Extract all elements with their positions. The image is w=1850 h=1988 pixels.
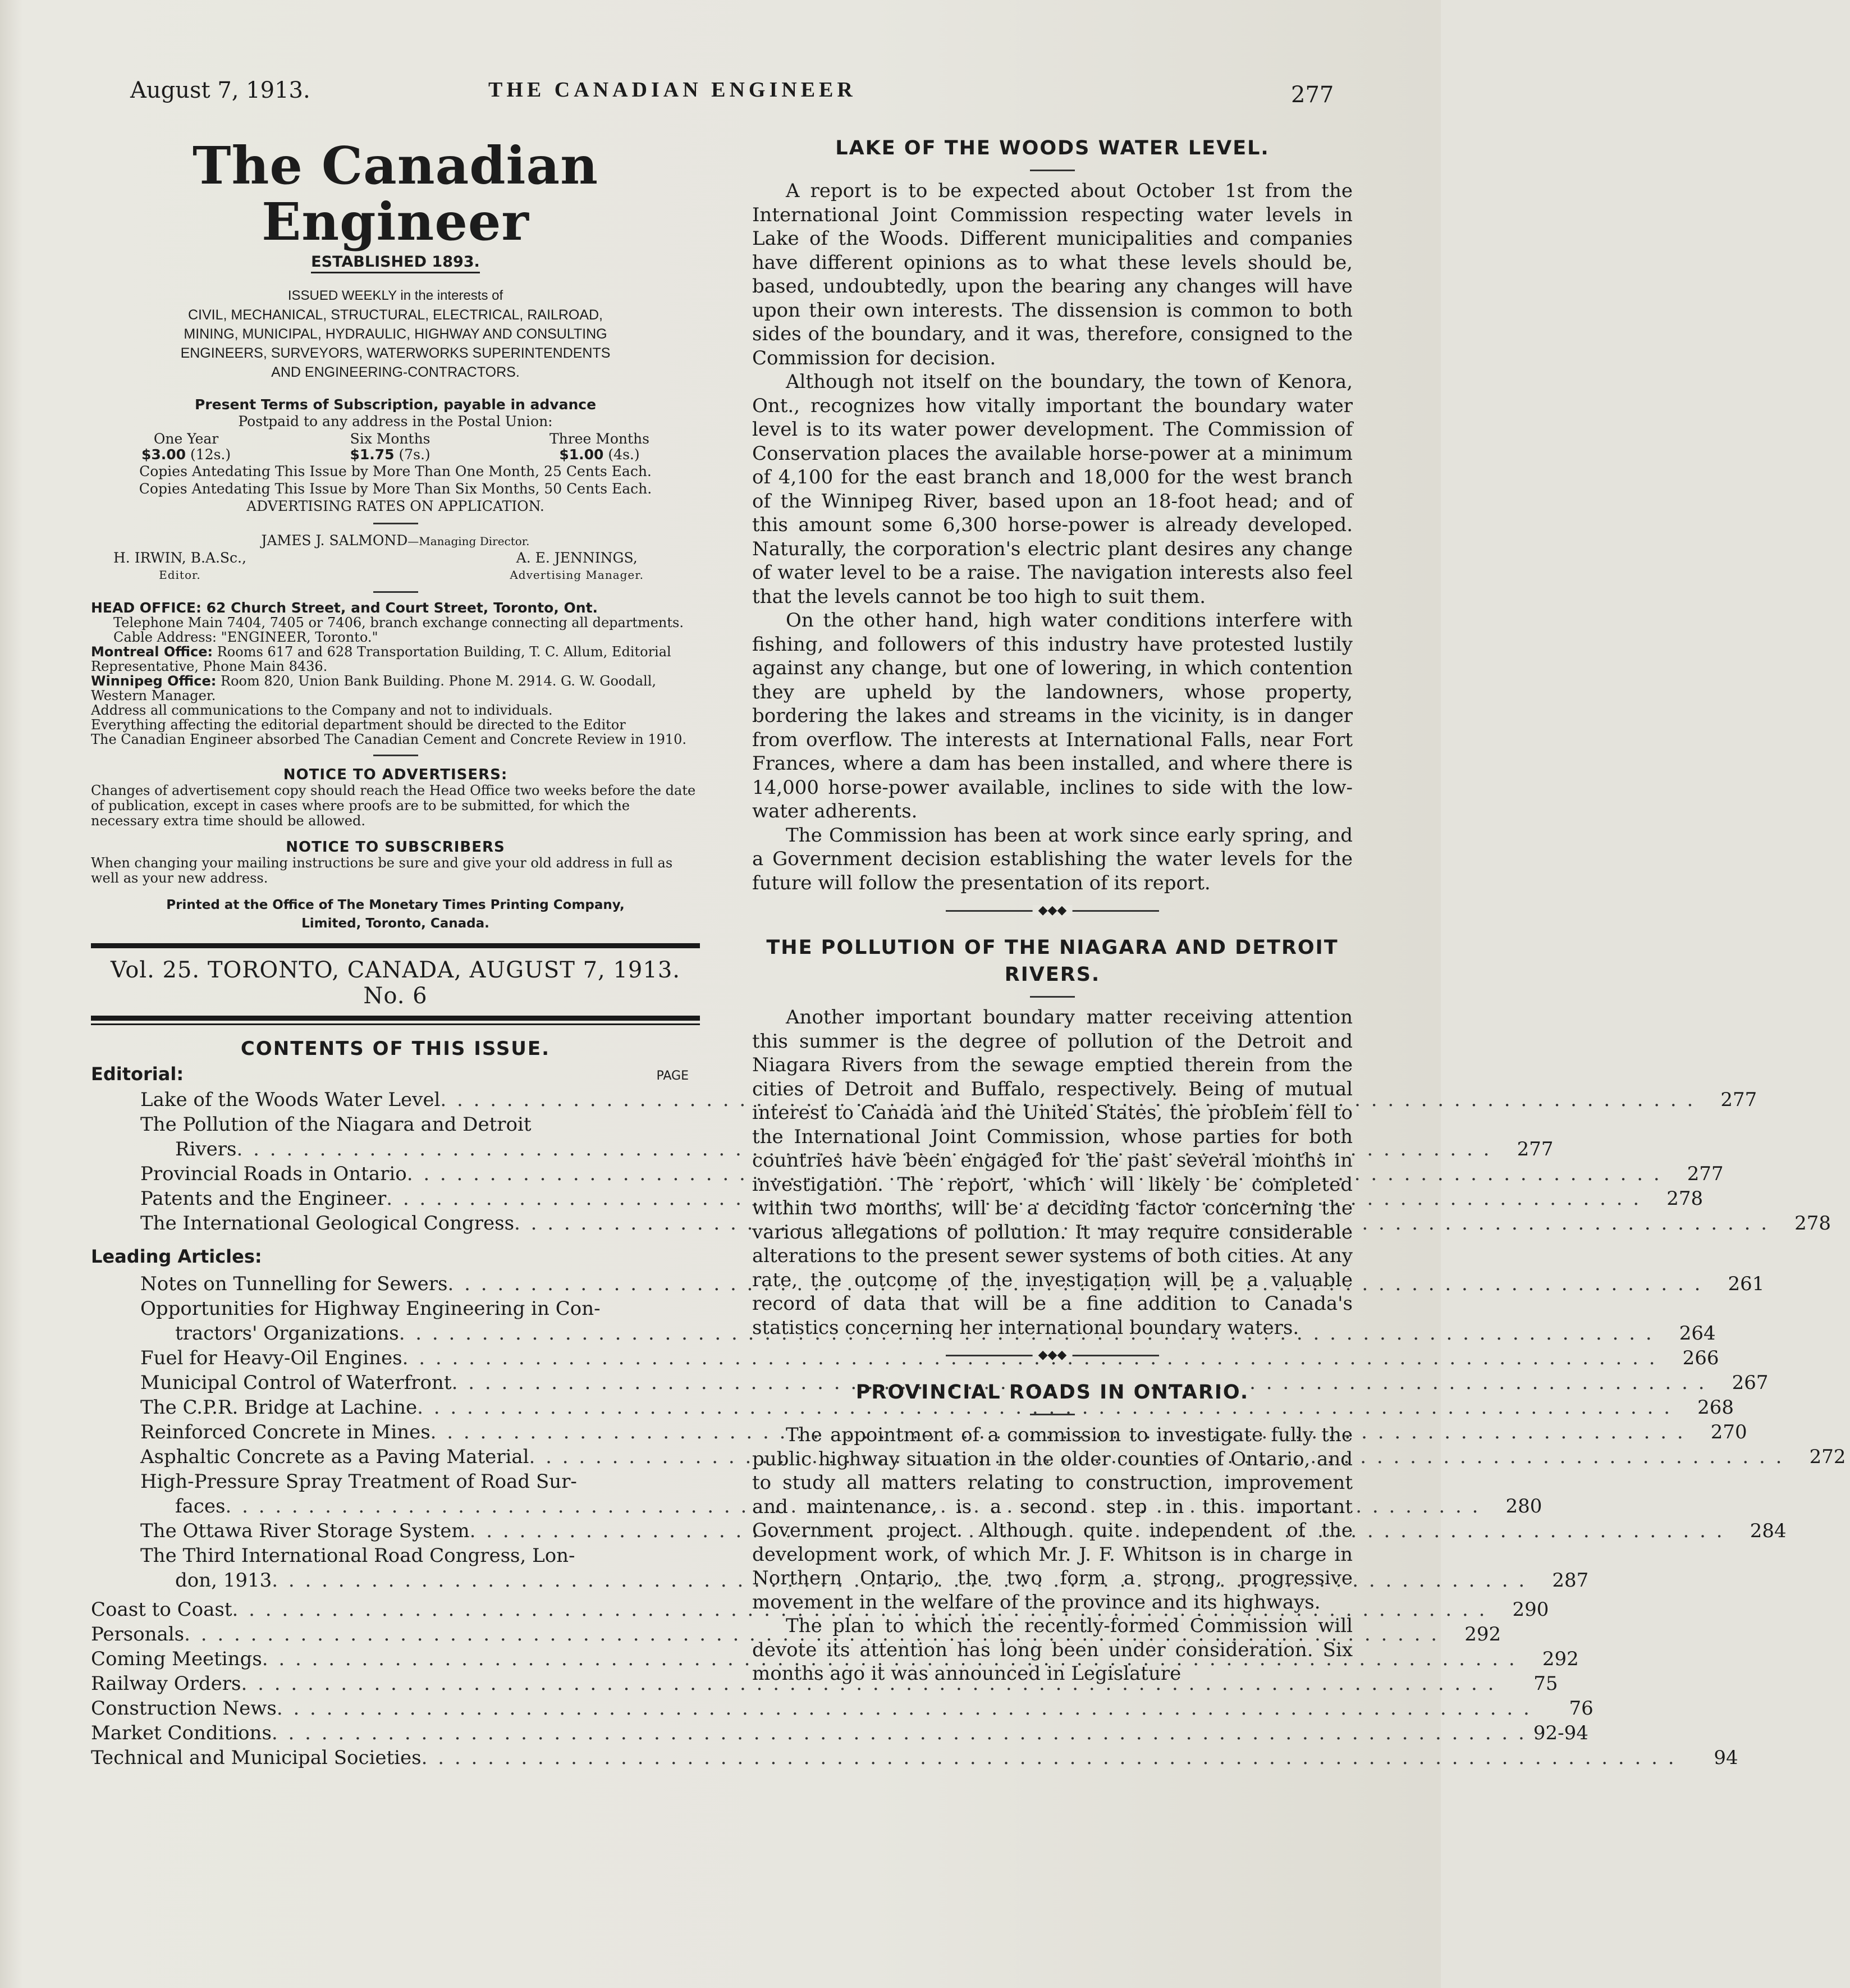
offices-block xyxy=(91,601,700,747)
terms-postpaid: Postpaid to any address in the Postal Union: xyxy=(238,413,553,429)
toc-title: Opportunities for Highway Engineering in Con- xyxy=(140,1297,601,1320)
price-table xyxy=(91,431,700,463)
divider xyxy=(1030,170,1075,171)
adv-manager-title: Advertising Manager. xyxy=(510,568,644,582)
page-column-label: PAGE xyxy=(656,1069,689,1083)
toc-title: The Ottawa River Storage System xyxy=(140,1520,470,1542)
ornament-divider xyxy=(946,905,1159,916)
head-office-text: Telephone Main 7404, 7405 or 7406, branch exchange connecting all departments. Cable Address: "ENGINEER, Toronto." xyxy=(113,615,684,645)
masthead-title: The Canadian Engineer xyxy=(192,135,599,252)
price-six-months xyxy=(350,431,430,463)
toc-entry xyxy=(91,1597,1549,1622)
price-amount: $1.00 xyxy=(559,446,604,463)
price-period: Three Months xyxy=(549,431,649,447)
notice-advertisers-body: Changes of advertisement copy should reach the Head Office two weeks before the date of publication, except in cases where proofs are to be submitted, for which the necessary extra time should be allowed. xyxy=(91,783,696,829)
header-journal: THE CANADIAN ENGINEER xyxy=(488,78,857,102)
toc-page: 284 xyxy=(1750,1520,1787,1542)
toc-title: Municipal Control of Waterfront xyxy=(140,1372,452,1394)
toc-title: Coming Meetings xyxy=(91,1648,262,1670)
divider xyxy=(373,523,418,524)
header-page-number: 277 xyxy=(1291,82,1334,108)
article-paragraph: Although not itself on the boundary, the town of Kenora, Ont., recognizes how vitally important the boundary water level is to its water power development. The Commission of Conservation places the available horse-power at a minimum of 4,100 for the east branch and 18,000 for the west branch of the Winnipeg River, based upon an 18-foot head; and of this amount some 6,300 horse-power is already developed. Naturally, the corporation's electric plant desires any change of water level to be a raise. The navigation interests also feel that the levels cannot be too high to suit them. xyxy=(752,371,1353,608)
article-title-provincial-roads: PROVINCIAL ROADS IN ONTARIO. xyxy=(855,1381,1249,1404)
ornament-divider xyxy=(946,1350,1159,1361)
notice-subscribers-title: NOTICE TO SUBSCRIBERS xyxy=(286,839,505,856)
article-paragraph: The plan to which the recently-formed Commission will devote its attention has long been under consideration. Six months ago it was announced in Legislature xyxy=(752,1615,1353,1685)
thin-rule xyxy=(91,1023,700,1025)
address-note: Address all communications to the Company and not to individuals. xyxy=(91,702,553,718)
director-name: JAMES J. SALMOND xyxy=(261,532,408,549)
toc-page: 278 xyxy=(1794,1212,1831,1235)
editor-title: Editor. xyxy=(159,568,201,582)
toc-page: 270 xyxy=(1710,1421,1747,1443)
header-date: August 7, 1913. xyxy=(130,77,310,103)
toc-title: Patents and the Engineer xyxy=(140,1187,387,1210)
toc-title: Construction News xyxy=(91,1697,277,1720)
toc-entry xyxy=(91,1469,700,1494)
toc-page: 264 xyxy=(1679,1322,1716,1345)
editor-name: H. IRWIN, B.A.Sc., xyxy=(113,550,246,566)
toc-entry xyxy=(91,1296,700,1321)
absorbed-note: The Canadian Engineer absorbed The Canadian Cement and Concrete Review in 1910. xyxy=(91,732,687,747)
toc-entry xyxy=(91,1445,1846,1469)
price-sterling: (7s.) xyxy=(399,446,431,463)
managing-director xyxy=(91,532,700,550)
issued-line: AND ENGINEERING-CONTRACTORS. xyxy=(271,364,520,380)
issued-line: MINING, MUNICIPAL, HYDRAULIC, HIGHWAY AND CONSULTING xyxy=(184,326,607,342)
article-paragraph: Another important boundary matter receiving attention this summer is the degree of pollution of the Detroit and Niagara Rivers from the sewage emptied therein from the cities of Detroit and Buffalo, respectively. Being of mutual interest to Canada and the United States, the problem fell to the International Joint Commission, whose parties for both countries have been engaged for the past several months in investigation. The report, which will likely be completed within two months, will be a deciding factor concerning the various allegations of pollution. It may require considerable alterations to the present sewer systems of both cities. At any rate, the outcome of the investigation will be a valuable record of data that will be a fine addition to Canada's statistics concerning her international boundary waters. xyxy=(752,1006,1353,1339)
toc-title: Coast to Coast xyxy=(91,1598,232,1621)
price-amount: $1.75 xyxy=(350,446,395,463)
toc-entry xyxy=(91,1494,1542,1519)
divider xyxy=(373,755,418,756)
antedating-one-month: Copies Antedating This Issue by More Than One Month, 25 Cents Each. xyxy=(139,463,652,479)
toc-page: 287 xyxy=(1552,1569,1589,1592)
printer-credit xyxy=(91,896,700,933)
toc-entry xyxy=(91,1186,1704,1211)
heavy-rule xyxy=(91,1016,700,1021)
volume-line: Vol. 25. TORONTO, CANADA, AUGUST 7, 1913. No. 6 xyxy=(110,957,680,1009)
toc-title: Technical and Municipal Societies xyxy=(91,1747,422,1769)
article-paragraph: The Commission has been at work since early spring, and a Government decision establishing the water levels for the future will follow the presentation of its report. xyxy=(752,824,1353,894)
toc-entry xyxy=(91,1272,1765,1296)
toc-page: 92-94 xyxy=(1533,1722,1588,1744)
toc-page: 278 xyxy=(1666,1187,1704,1210)
toc-entry xyxy=(91,1519,1787,1543)
toc-entry xyxy=(91,1745,1738,1770)
editorial-note: Everything affecting the editorial department should be directed to the Editor xyxy=(91,717,626,733)
price-sterling: (12s.) xyxy=(190,446,231,463)
toc-page: 290 xyxy=(1512,1598,1549,1621)
winnipeg-office-text: Room 820, Union Bank Building. Phone M. 2914. G. W. Goodall, Western Manager. xyxy=(91,673,656,703)
ornament-icon: ◆◆◆ xyxy=(1033,1350,1073,1361)
article-paragraph: On the other hand, high water conditions interfere with fishing, and followers of this industry have protested lustily against any change, but one of lowering, in which contention they are upheld by the landowners, whose property, bordering the lakes and streams in the vicinity, is in danger from overflow. The interests at International Falls, near Fort Frances, where a dam has been installed, and where there is 14,000 horse-power available, inclines to side with the low-water adherents. xyxy=(752,609,1353,822)
price-three-months xyxy=(549,431,649,463)
issued-block xyxy=(91,286,700,382)
toc-title: Fuel for Heavy-Oil Engines xyxy=(140,1347,402,1369)
toc-entry xyxy=(91,1721,1588,1745)
toc-entry xyxy=(91,1346,1719,1370)
toc-title: The Pollution of the Niagara and Detroit xyxy=(140,1113,532,1136)
toc-title: Asphaltic Concrete as a Paving Material xyxy=(140,1446,529,1468)
toc-page: 280 xyxy=(1505,1495,1542,1518)
price-amount: $3.00 xyxy=(141,446,186,463)
notice-subscribers-body: When changing your mailing instructions be sure and give your old address in full as well as your new address. xyxy=(91,855,673,886)
printer-line: Printed at the Office of The Monetary Times Printing Company, xyxy=(166,898,625,912)
toc-entry xyxy=(91,1568,1589,1593)
toc-page: 292 xyxy=(1464,1623,1501,1646)
staff-row xyxy=(91,550,700,583)
toc-page: 268 xyxy=(1697,1396,1734,1419)
price-period: Six Months xyxy=(350,431,431,447)
toc-title: Reinforced Concrete in Mines xyxy=(140,1421,431,1443)
montreal-office-label: Montreal Office: xyxy=(91,644,213,660)
toc-page: 76 xyxy=(1569,1697,1593,1720)
toc-entry xyxy=(91,1112,700,1137)
toc-title: Lake of the Woods Water Level xyxy=(140,1089,441,1111)
toc-entry xyxy=(91,1211,1831,1236)
toc-title: Rivers xyxy=(175,1138,237,1160)
price-period: One Year xyxy=(153,431,219,447)
antedating-six-months: Copies Antedating This Issue by More Than Six Months, 50 Cents Each. xyxy=(139,481,652,497)
contents-title: CONTENTS OF THIS ISSUE. xyxy=(240,1038,551,1060)
winnipeg-office-label: Winnipeg Office: xyxy=(91,673,217,689)
leader-dots xyxy=(272,1721,1527,1745)
toc-page: 267 xyxy=(1732,1372,1769,1394)
price-sterling: (4s.) xyxy=(608,446,640,463)
toc-title: The International Geological Congress xyxy=(140,1212,515,1235)
toc-title: The C.P.R. Bridge at Lachine xyxy=(140,1396,418,1419)
toc-title: Provincial Roads in Ontario xyxy=(140,1163,407,1185)
toc-entry xyxy=(91,1671,1558,1696)
article-title-lake-of-the-woods: LAKE OF THE WOODS WATER LEVEL. xyxy=(835,137,1270,159)
issued-lead: ISSUED WEEKLY in the interests of xyxy=(287,288,503,303)
montreal-office-text: Rooms 617 and 628 Transportation Building, T. C. Allum, Editorial Representative, Phone Main 8436. xyxy=(91,644,671,674)
toc-entry xyxy=(91,1420,1747,1445)
toc-entry xyxy=(91,1087,1757,1112)
divider xyxy=(373,591,418,593)
toc-entry xyxy=(91,1647,1579,1671)
running-header xyxy=(0,77,1441,111)
advertising-manager xyxy=(510,550,644,583)
adv-manager-name: A. E. JENNINGS, xyxy=(516,550,638,566)
article-paragraph: A report is to be expected about October 1st from the International Joint Commission respecting water levels in Lake of the Woods. Different municipalities and companies have different opinions as to what these levels should be, based, undoubtedly, upon the bearing any changes will have upon their own interests. The dissension is common to both sides of the boundary, and it was, therefore, consigned to the Commission for decision. xyxy=(752,180,1353,369)
editor xyxy=(113,550,246,583)
divider xyxy=(1030,996,1075,998)
toc-entry xyxy=(91,1395,1734,1420)
divider xyxy=(1030,1414,1075,1415)
toc-entry xyxy=(91,1137,1554,1162)
toc-entry xyxy=(91,1622,1501,1647)
toc-title: Personals xyxy=(91,1623,185,1646)
toc-page: 272 xyxy=(1809,1446,1846,1468)
notice-advertisers-title: NOTICE TO ADVERTISERS: xyxy=(283,766,508,783)
toc-entry xyxy=(91,1321,1716,1346)
toc-entry xyxy=(91,1162,1724,1186)
toc-page: 292 xyxy=(1542,1648,1579,1670)
leader-dots xyxy=(422,1745,1677,1770)
article-title-pollution: THE POLLUTION OF THE NIAGARA AND DETROIT RIVERS. xyxy=(766,936,1339,986)
toc-title: The Third International Road Congress, Lon- xyxy=(140,1544,575,1567)
issued-line: ENGINEERS, SURVEYORS, WATERWORKS SUPERINTENDENTS xyxy=(180,345,611,361)
head-office-label: HEAD OFFICE: 62 Church Street, and Court Street, Toronto, Ont. xyxy=(91,600,598,616)
toc-entry xyxy=(91,1696,1593,1721)
established-line: ESTABLISHED 1893. xyxy=(311,253,480,273)
right-column xyxy=(752,135,1353,1686)
toc-title: Notes on Tunnelling for Sewers xyxy=(140,1273,448,1295)
toc-page: 277 xyxy=(1687,1163,1724,1185)
toc-title: don, 1913 xyxy=(175,1569,272,1592)
toc-entry xyxy=(91,1543,700,1568)
toc-page: 277 xyxy=(1720,1089,1757,1111)
article-paragraph: The appointment of a commission to investigate fully the public highway situation in the older counties of Ontario, and to study all matters relating to construction, improvement and maintenance, is a second step in this important Government project. Although quite independent of the development work, of which Mr. J. F. Whitson is in charge in Northern Ontario, the two form a strong, progressive movement in the welfare of the province and its highways. xyxy=(752,1424,1353,1614)
leader-dots xyxy=(277,1696,1532,1721)
heavy-rule xyxy=(91,943,700,948)
toc-page: 94 xyxy=(1714,1747,1738,1769)
editorial-label: Editorial: xyxy=(91,1063,184,1085)
issued-line: CIVIL, MECHANICAL, STRUCTURAL, ELECTRICAL, RAILROAD, xyxy=(187,307,603,323)
toc-title: tractors' Organizations xyxy=(175,1322,399,1345)
editorial-list xyxy=(91,1087,1831,1236)
toc-title: Market Conditions xyxy=(91,1722,272,1744)
toc-page: 261 xyxy=(1728,1273,1765,1295)
printer-line: Limited, Toronto, Canada. xyxy=(301,916,489,931)
ornament-icon: ◆◆◆ xyxy=(1033,905,1073,916)
price-one-year xyxy=(141,431,231,463)
toc-title: Railway Orders xyxy=(91,1672,241,1695)
leading-articles-label: Leading Articles: xyxy=(91,1246,262,1267)
toc-page: 266 xyxy=(1682,1347,1719,1369)
director-title: —Managing Director. xyxy=(407,534,530,548)
toc-page: 75 xyxy=(1533,1672,1558,1695)
toc-page: 277 xyxy=(1517,1138,1554,1160)
advertising-rates: ADVERTISING RATES ON APPLICATION. xyxy=(246,498,544,514)
toc-title: faces xyxy=(175,1495,226,1518)
toc-title: High-Pressure Spray Treatment of Road Sur- xyxy=(140,1470,577,1493)
terms-title: Present Terms of Subscription, payable in advance xyxy=(194,396,597,413)
